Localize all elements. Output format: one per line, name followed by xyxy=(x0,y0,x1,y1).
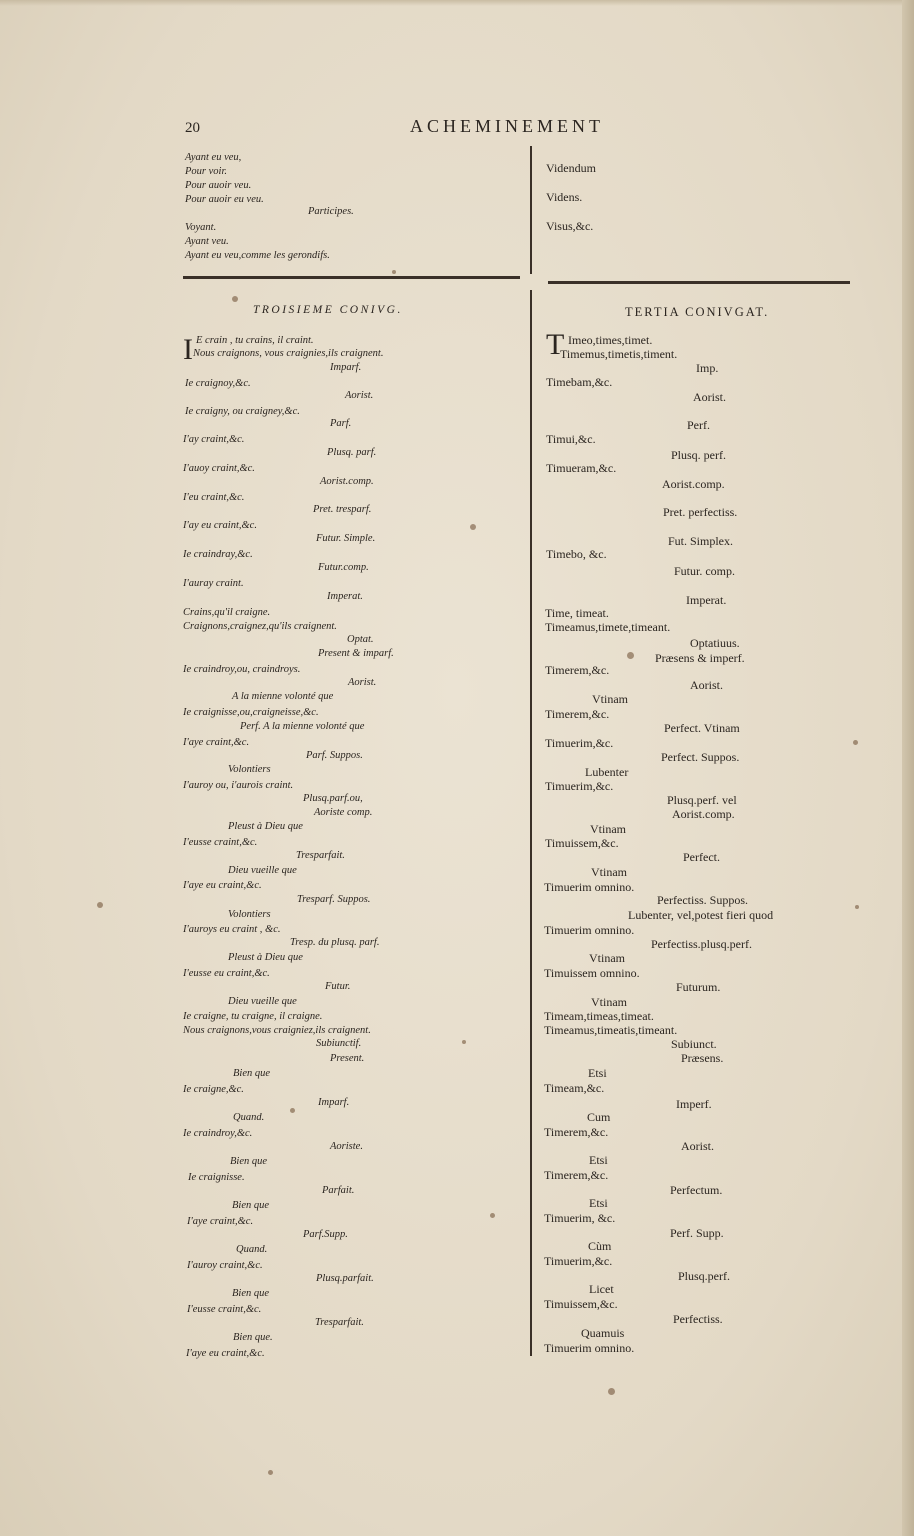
latin-conjugation-line: Timuerim omnino. xyxy=(544,1341,635,1355)
french-conjugation-line: Ie craigne,&c. xyxy=(183,1084,244,1095)
latin-conjugation-line: Aorist.comp. xyxy=(662,477,725,491)
french-conjugation-line: Ie craignisse,ou,craigneisse,&c. xyxy=(183,707,319,718)
latin-conjugation-line: Timebam,&c. xyxy=(546,375,613,389)
french-conjugation-line: Futur. Simple. xyxy=(316,533,376,544)
page-number: 20 xyxy=(185,120,200,136)
french-conjugation-line: I'auroys eu craint , &c. xyxy=(183,924,281,935)
foxing-spot xyxy=(627,652,634,659)
french-conjugation-line: I'eusse craint,&c. xyxy=(187,1304,262,1315)
latin-conjugation-line: Plusq. perf. xyxy=(671,448,726,462)
french-conjugation-line: Tresp. du plusq. parf. xyxy=(290,937,380,948)
french-conjugation-line: I'eusse eu craint,&c. xyxy=(183,968,270,979)
french-conjugation-line: Craignons,craignez,qu'ils craignent. xyxy=(183,621,337,632)
top-right-line: Videns. xyxy=(546,190,583,204)
latin-conjugation-line: Aorist. xyxy=(681,1139,714,1153)
french-conjugation-line: I'auray craint. xyxy=(183,578,244,589)
french-conjugation-line: E crain , tu crains, il craint. xyxy=(196,335,314,346)
french-conjugation-line: Quand. xyxy=(233,1112,265,1123)
french-conjugation-line: Present. xyxy=(330,1053,365,1064)
latin-conjugation-line: Timuerim,&c. xyxy=(544,1254,613,1268)
french-conjugation-line: Dieu vueille que xyxy=(228,996,297,1007)
top-left-line: Ayant eu veu, xyxy=(185,152,242,163)
top-left-line: Pour auoir veu. xyxy=(185,180,252,191)
latin-conjugation-line: Etsi xyxy=(589,1196,608,1210)
latin-conjugation-line: Lubenter, vel,potest fieri quod xyxy=(628,908,774,922)
french-conjugation-line: Ie craigny, ou craigney,&c. xyxy=(185,406,300,417)
french-conjugation-line: Bien que xyxy=(230,1156,268,1167)
french-conjugation-line: Aorist.comp. xyxy=(320,476,374,487)
french-conjugation-line: Plusq.parf.ou, xyxy=(303,793,363,804)
latin-conjugation-line: Etsi xyxy=(588,1066,607,1080)
french-conjugation-line: Imparf. xyxy=(330,362,362,373)
right-drop-capital: T xyxy=(546,328,565,361)
latin-conjugation-line: Perfectiss. xyxy=(673,1312,723,1326)
left-section-title: TROISIEME CONIVG. xyxy=(253,304,403,316)
latin-conjugation-line: Perf. Supp. xyxy=(670,1226,724,1240)
french-conjugation-line: Ie craignoy,&c. xyxy=(185,378,251,389)
column-rule-bottom xyxy=(530,290,532,1356)
latin-conjugation-line: Futurum. xyxy=(676,980,721,994)
french-conjugation-line: Futur.comp. xyxy=(318,562,369,573)
foxing-spot xyxy=(462,1040,466,1044)
french-conjugation-line: I'ay craint,&c. xyxy=(183,434,245,445)
left-drop-capital: I xyxy=(183,333,193,366)
latin-conjugation-line: Timeam,timeas,timeat. xyxy=(544,1009,654,1023)
latin-conjugation-line: Imperf. xyxy=(676,1097,712,1111)
french-conjugation-line: I'eusse craint,&c. xyxy=(183,837,258,848)
latin-conjugation-line: Plusq.perf. vel xyxy=(667,793,737,807)
latin-conjugation-line: Vtinam xyxy=(589,951,625,965)
page-top-shadow xyxy=(0,0,914,6)
latin-conjugation-line: Præsens. xyxy=(681,1051,724,1065)
latin-conjugation-line: Timerem,&c. xyxy=(545,707,610,721)
latin-conjugation-line: Vtinam xyxy=(590,822,626,836)
foxing-spot xyxy=(290,1108,295,1113)
latin-conjugation-line: Perfectum. xyxy=(670,1183,723,1197)
latin-conjugation-line: Optatiuus. xyxy=(690,636,740,650)
latin-conjugation-line: Præsens & imperf. xyxy=(655,651,745,665)
latin-conjugation-line: Timuissem,&c. xyxy=(544,1297,618,1311)
latin-conjugation-line: Vtinam xyxy=(591,995,627,1009)
latin-conjugation-line: Lubenter xyxy=(585,765,629,779)
french-conjugation-line: Aoriste. xyxy=(330,1141,363,1152)
french-conjugation-line: I'auroy craint,&c. xyxy=(187,1260,263,1271)
latin-conjugation-line: Timuerim, &c. xyxy=(544,1211,616,1225)
latin-conjugation-line: Aorist. xyxy=(690,678,723,692)
latin-conjugation-line: Perfect. xyxy=(683,850,720,864)
top-left-line: Ayant eu veu,comme les gerondifs. xyxy=(185,250,330,261)
latin-conjugation-line: Timuissem omnino. xyxy=(544,966,640,980)
latin-conjugation-line: Timerem,&c. xyxy=(545,663,610,677)
french-conjugation-line: Ie craindray,&c. xyxy=(183,549,253,560)
right-section-title: TERTIA CONIVGAT. xyxy=(625,305,770,319)
latin-conjugation-line: Perfect. Suppos. xyxy=(661,750,740,764)
section-rule-right xyxy=(548,281,850,284)
french-conjugation-line: I'auoy craint,&c. xyxy=(183,463,255,474)
foxing-spot xyxy=(392,270,396,274)
french-conjugation-line: I'aye craint,&c. xyxy=(187,1216,254,1227)
column-rule-top xyxy=(530,146,532,274)
latin-conjugation-line: Aorist.comp. xyxy=(672,807,735,821)
latin-conjugation-line: Timuerim,&c. xyxy=(545,736,614,750)
foxing-spot xyxy=(608,1388,615,1395)
top-right-line: Videndum xyxy=(546,161,596,175)
foxing-spot xyxy=(268,1470,273,1475)
french-conjugation-line: Volontiers xyxy=(228,909,271,920)
latin-conjugation-line: Etsi xyxy=(589,1153,608,1167)
latin-conjugation-line: Perfect. Vtinam xyxy=(664,721,740,735)
french-conjugation-line: Nous craignons,vous craigniez,ils craignent. xyxy=(183,1025,371,1036)
latin-conjugation-line: Timui,&c. xyxy=(546,432,596,446)
french-conjugation-line: Ie craigne, tu craigne, il craigne. xyxy=(183,1011,323,1022)
top-left-line: Pour auoir eu veu. xyxy=(185,194,264,205)
french-conjugation-line: A la mienne volonté que xyxy=(232,691,334,702)
french-conjugation-line: Perf. A la mienne volonté que xyxy=(240,721,365,732)
french-conjugation-line: Imperat. xyxy=(327,591,363,602)
latin-conjugation-line: Vtinam xyxy=(591,865,627,879)
latin-conjugation-line: Timerem,&c. xyxy=(544,1168,609,1182)
latin-conjugation-line: Plusq.perf. xyxy=(678,1269,730,1283)
french-conjugation-line: Pret. tresparf. xyxy=(313,504,372,515)
top-left-line: Voyant. xyxy=(185,222,217,233)
latin-conjugation-line: Aorist. xyxy=(693,390,726,404)
latin-conjugation-line: Timerem,&c. xyxy=(544,1125,609,1139)
latin-conjugation-line: Timuissem,&c. xyxy=(545,836,619,850)
french-conjugation-line: Ie craindroy,&c. xyxy=(183,1128,253,1139)
latin-conjugation-line: Imperat. xyxy=(686,593,727,607)
next-page-edge xyxy=(902,0,914,1536)
french-conjugation-line: I'auroy ou, i'aurois craint. xyxy=(183,780,294,791)
french-conjugation-line: Optat. xyxy=(347,634,374,645)
french-conjugation-line: Parf. xyxy=(330,418,352,429)
french-conjugation-line: Present & imparf. xyxy=(318,648,394,659)
latin-conjugation-line: Subiunct. xyxy=(671,1037,717,1051)
latin-conjugation-line: Timeamus,timeatis,timeant. xyxy=(544,1023,678,1037)
french-conjugation-line: Bien que. xyxy=(233,1332,273,1343)
latin-conjugation-line: Timuerim omnino. xyxy=(544,880,635,894)
latin-conjugation-line: Timemus,timetis,timent. xyxy=(560,347,678,361)
french-conjugation-line: Parf.Supp. xyxy=(303,1229,348,1240)
top-left-line: Ayant veu. xyxy=(185,236,229,247)
french-conjugation-line: Tresparfait. xyxy=(315,1317,364,1328)
french-conjugation-line: Quand. xyxy=(236,1244,268,1255)
french-conjugation-line: Tresparf. Suppos. xyxy=(297,894,371,905)
french-conjugation-line: I'ay eu craint,&c. xyxy=(183,520,257,531)
french-conjugation-line: Aorist. xyxy=(345,390,374,401)
french-conjugation-line: Subiunctif. xyxy=(316,1038,362,1049)
french-conjugation-line: Pleust à Dieu que xyxy=(228,952,303,963)
latin-conjugation-line: Timeamus,timete,timeant. xyxy=(545,620,671,634)
latin-conjugation-line: Perfectiss.plusq.perf. xyxy=(651,937,752,951)
running-header: ACHEMINEMENT xyxy=(410,116,604,136)
latin-conjugation-line: Cum xyxy=(587,1110,611,1124)
latin-conjugation-line: Timeam,&c. xyxy=(544,1081,605,1095)
french-conjugation-line: Tresparfait. xyxy=(296,850,345,861)
foxing-spot xyxy=(470,524,476,530)
french-conjugation-line: Aorist. xyxy=(348,677,377,688)
latin-conjugation-line: Timueram,&c. xyxy=(546,461,617,475)
latin-conjugation-line: Licet xyxy=(589,1282,614,1296)
foxing-spot xyxy=(490,1213,495,1218)
french-conjugation-line: I'aye craint,&c. xyxy=(183,737,250,748)
foxing-spot xyxy=(855,905,859,909)
french-conjugation-line: Parfait. xyxy=(322,1185,355,1196)
french-conjugation-line: Plusq. parf. xyxy=(327,447,377,458)
french-conjugation-line: I'eu craint,&c. xyxy=(183,492,245,503)
french-conjugation-line: Pleust à Dieu que xyxy=(228,821,303,832)
latin-conjugation-line: Fut. Simplex. xyxy=(668,534,734,548)
french-conjugation-line: I'aye eu craint,&c. xyxy=(183,880,262,891)
foxing-spot xyxy=(853,740,858,745)
french-conjugation-line: I'aye eu craint,&c. xyxy=(186,1348,265,1359)
top-left-line: Participes. xyxy=(308,206,354,217)
french-conjugation-line: Imparf. xyxy=(318,1097,350,1108)
french-conjugation-line: Volontiers xyxy=(228,764,271,775)
french-conjugation-line: Bien que xyxy=(233,1068,271,1079)
foxing-spot xyxy=(232,296,238,302)
french-conjugation-line: Nous craignons, vous craignies,ils craignent. xyxy=(193,348,384,359)
latin-conjugation-line: Timuerim omnino. xyxy=(544,923,635,937)
french-conjugation-line: Aoriste comp. xyxy=(314,807,373,818)
top-left-line: Pour voir. xyxy=(185,166,227,177)
french-conjugation-line: Bien que xyxy=(232,1288,270,1299)
latin-conjugation-line: Timebo, &c. xyxy=(546,547,607,561)
latin-conjugation-line: Imeo,times,timet. xyxy=(568,333,653,347)
latin-conjugation-line: Timuerim,&c. xyxy=(545,779,614,793)
french-conjugation-line: Futur. xyxy=(325,981,351,992)
foxing-spot xyxy=(97,902,103,908)
french-conjugation-line: Ie craindroy,ou, craindroys. xyxy=(183,664,301,675)
latin-conjugation-line: Imp. xyxy=(696,361,719,375)
french-conjugation-line: Parf. Suppos. xyxy=(306,750,363,761)
latin-conjugation-line: Cùm xyxy=(588,1239,612,1253)
french-conjugation-line: Crains,qu'il craigne. xyxy=(183,607,271,618)
latin-conjugation-line: Perf. xyxy=(687,418,710,432)
latin-conjugation-line: Vtinam xyxy=(592,692,628,706)
top-right-line: Visus,&c. xyxy=(546,219,594,233)
latin-conjugation-line: Futur. comp. xyxy=(674,564,736,578)
latin-conjugation-line: Perfectiss. Suppos. xyxy=(657,893,748,907)
french-conjugation-line: Dieu vueille que xyxy=(228,865,297,876)
latin-conjugation-line: Quamuis xyxy=(581,1326,625,1340)
section-rule-left xyxy=(183,276,520,279)
french-conjugation-line: Ie craignisse. xyxy=(188,1172,245,1183)
latin-conjugation-line: Time, timeat. xyxy=(545,606,609,620)
latin-conjugation-line: Pret. perfectiss. xyxy=(663,505,738,519)
french-conjugation-line: Plusq.parfait. xyxy=(316,1273,374,1284)
french-conjugation-line: Bien que xyxy=(232,1200,270,1211)
